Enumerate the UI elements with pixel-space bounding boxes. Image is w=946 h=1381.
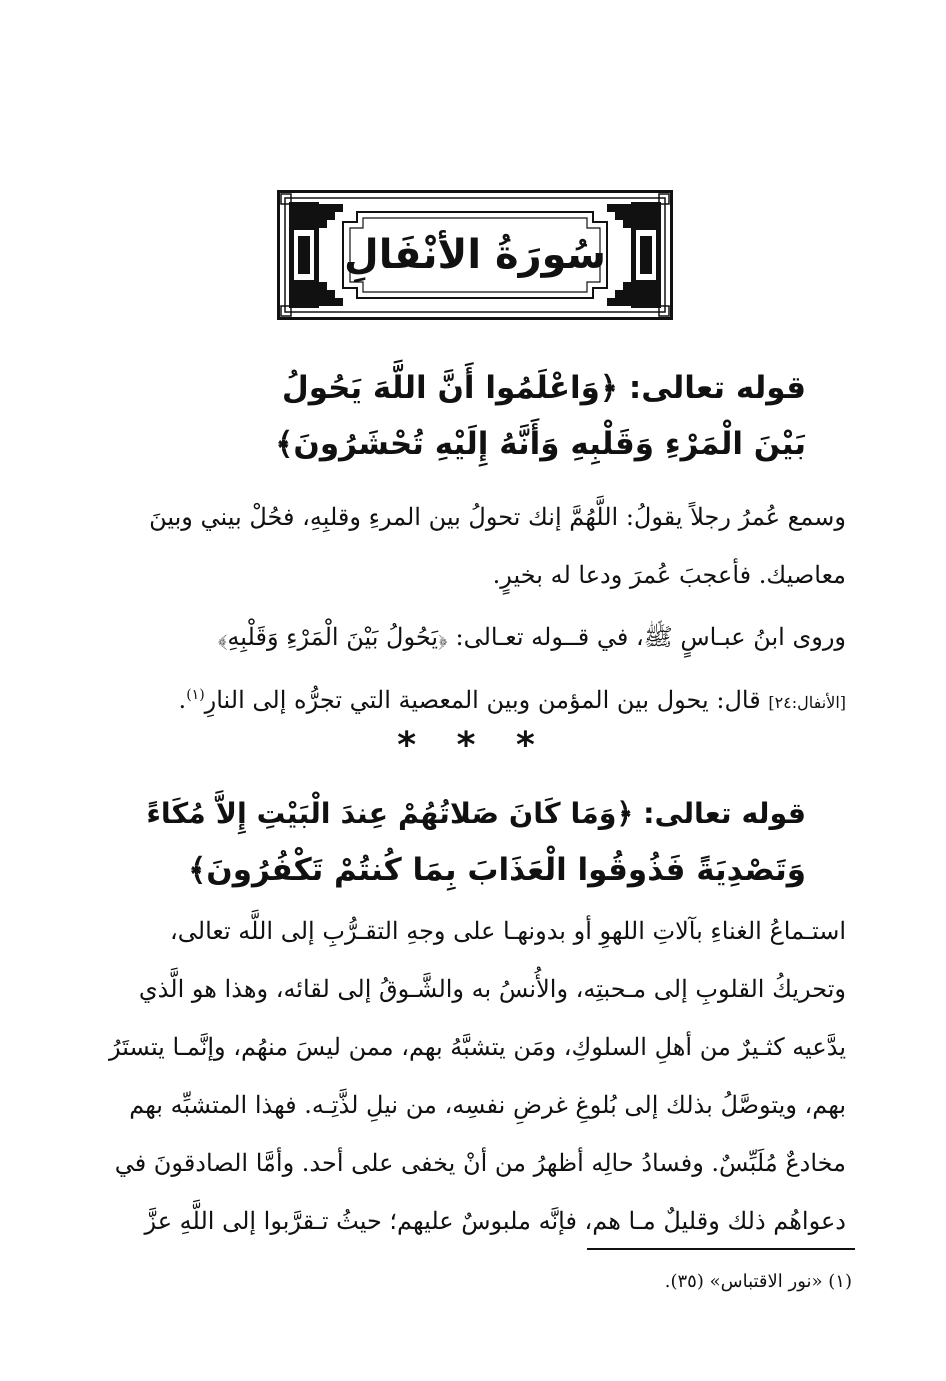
paragraph-ibn-abbas-line-2 (100, 666, 846, 732)
verse-heading-1-line-2: بَيْنَ الْمَرْءِ وَقَلْبِهِ وَأَنَّهُ إِلَيْهِ تُحْشَرُونَ﴾ (275, 426, 806, 462)
paragraph-umar (100, 488, 846, 604)
paragraph-umar-line-2: معاصيك. فأعجبَ عُمرَ ودعا له بخيرٍ. (492, 561, 846, 589)
paragraph-music-line-2: وتحريكُ القلوبِ إلى مـحبتِه، والأُنسُ به والشَّـوقُ إلى لقائه، وهذا هو الَّذي (138, 975, 846, 1003)
paragraph-music (100, 902, 846, 1250)
paragraph-music-line-5: مخادعٌ مُلَبِّسٌ. وفسادُ حالِه أظهرُ من أنْ يخفى على أحد. وأمَّا الصادقونَ في (114, 1149, 846, 1177)
paragraph-music-line-6: دعواهُم ذلك وقليلٌ مـا هم، فإنَّه ملبوسٌ عليهم؛ حيثُ تـقرَّبوا إلى اللَّهِ عزَّ (144, 1207, 846, 1235)
paragraph-music-line-3: يدَّعيه كثـيرٌ من أهلِ السلوكِ، ومَن يتشبَّهُ بهم، ممن ليسَ منهُم، وإنَّمـا يتستَرُ (109, 1033, 846, 1061)
verse-heading-1 (140, 360, 806, 472)
quran-reference: [الأنفال:٢٤] (768, 693, 846, 712)
footnote: (١) «نور الاقتباس» (٣٥). (664, 1271, 852, 1292)
paragraph-ibn-abbas (100, 608, 846, 732)
verse-heading-2 (140, 786, 806, 898)
footnote-divider (587, 1248, 855, 1250)
paragraph-umar-line-1: وسمع عُمرُ رجلاً يقولُ: اللَّهُمَّ إنك تحولُ بين المرءِ وقلبِهِ، فحُلْ بيني وبينَ (149, 503, 846, 531)
paragraph-ibn-abbas-text: قال: يحول بين المؤمن وبين المعصية التي تجرُّه إلى النارِ (204, 686, 761, 714)
surah-title-frame (277, 190, 673, 320)
verse-heading-1-line-1: قوله تعالى: ﴿وَاعْلَمُوا أَنَّ اللَّهَ يَحُولُ (281, 370, 806, 406)
surah-title: سُورَةُ الأنْفَالِ (344, 232, 607, 278)
verse-heading-2-line-1: قوله تعالى: ﴿وَمَا كَانَ صَلاتُهُمْ عِندَ الْبَيْتِ إِلاَّ مُكَاءً (146, 797, 806, 830)
paragraph-ibn-abbas-line-1: وروى ابنُ عبـاسٍ ﷺ، في قــوله تعـالى: ﴿يَحُولُ بَيْنَ الْمَرْءِ وَقَلْبِهِ﴾ (217, 623, 846, 651)
paragraph-music-line-1: استـماعُ الغناءِ بآلاتِ اللهوِ أو بدونهـا على وجهِ التقـرُّبِ إلى اللَّه تعالى، (170, 917, 846, 945)
verse-heading-2-line-2: وَتَصْدِيَةً فَذُوقُوا الْعَذَابَ بِمَا كُنتُمْ تَكْفُرُونَ﴾ (188, 852, 806, 888)
sentence-end: . (178, 686, 187, 714)
section-separator: * * * (397, 725, 549, 766)
footnote-marker: (١) (186, 687, 205, 703)
paragraph-music-line-4: بهم، ويتوصَّلُ بذلك إلى بُلوغِ غرضِ نفسِه، من نيلِ لذَّتِـه. فهذا المتشبِّه بهم (129, 1091, 846, 1119)
